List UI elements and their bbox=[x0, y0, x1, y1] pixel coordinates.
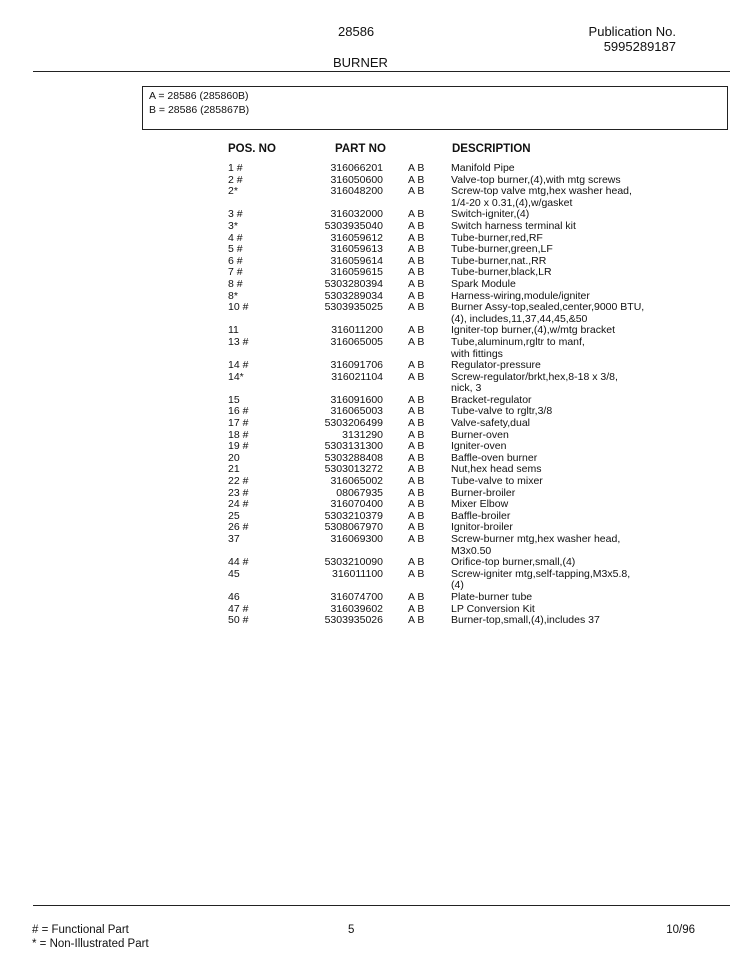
description-cell: Burner-oven bbox=[451, 428, 509, 441]
pos-cell: 3* bbox=[228, 219, 238, 232]
table-row bbox=[0, 534, 750, 546]
table-row bbox=[0, 221, 750, 233]
description-cell: Screw-top valve mtg,hex washer head, bbox=[451, 185, 632, 198]
pos-cell: 10 # bbox=[228, 301, 249, 314]
table-row bbox=[0, 418, 750, 430]
description-cell: (4), includes,11,37,44,45,&50 bbox=[451, 312, 588, 325]
part-number-cell: 316074700 bbox=[330, 590, 383, 603]
description-cell: Valve-top burner,(4),with mtg screws bbox=[451, 173, 621, 186]
model-code-cell: A B bbox=[408, 254, 425, 267]
description-cell: Ignitor-broiler bbox=[451, 521, 513, 534]
description-cell: with fittings bbox=[451, 347, 503, 360]
part-number-cell: 5308067970 bbox=[324, 521, 383, 534]
footnote-non-illustrated: * = Non-Illustrated Part bbox=[32, 938, 149, 950]
model-number: 28586 bbox=[338, 24, 375, 39]
pos-cell: 15 bbox=[228, 393, 240, 406]
pos-cell: 8 # bbox=[228, 277, 243, 290]
table-row bbox=[0, 302, 750, 314]
part-number-cell: 316048200 bbox=[330, 185, 383, 198]
model-code-cell: A B bbox=[408, 277, 425, 290]
model-code-cell: A B bbox=[408, 451, 425, 464]
part-number-cell: 5303210379 bbox=[324, 509, 383, 522]
description-cell: Igniter-top burner,(4),w/mtg bracket bbox=[451, 324, 615, 337]
part-number-cell: 316021104 bbox=[331, 370, 383, 383]
model-code-cell: A B bbox=[408, 173, 425, 186]
pos-cell: 24 # bbox=[228, 498, 249, 511]
description-cell: Tube-valve to mixer bbox=[451, 475, 543, 488]
pos-cell: 13 # bbox=[228, 335, 249, 348]
part-number-cell: 5303280394 bbox=[324, 277, 383, 290]
pos-cell: 45 bbox=[228, 567, 240, 580]
pos-cell: 25 bbox=[228, 509, 240, 522]
model-code-cell: A B bbox=[408, 243, 425, 256]
model-code-cell: A B bbox=[408, 405, 425, 418]
model-code-cell: A B bbox=[408, 417, 425, 430]
part-number-cell: 5303013272 bbox=[324, 463, 383, 476]
pos-cell: 14* bbox=[228, 370, 244, 383]
description-cell: Tube,aluminum,rgltr to manf, bbox=[451, 335, 585, 348]
part-number-cell: 5303288408 bbox=[324, 451, 383, 464]
column-header-description: DESCRIPTION bbox=[452, 143, 531, 155]
part-number-cell: 316050600 bbox=[330, 173, 383, 186]
pos-cell: 46 bbox=[228, 590, 240, 603]
model-code-cell: A B bbox=[408, 590, 425, 603]
model-legend-box bbox=[142, 86, 728, 130]
description-cell: Switch-igniter,(4) bbox=[451, 208, 530, 221]
revision-date: 10/96 bbox=[666, 924, 695, 936]
model-code-cell: A B bbox=[408, 428, 425, 441]
pos-cell: 50 # bbox=[228, 614, 249, 627]
column-header-part: PART NO bbox=[335, 143, 386, 155]
model-code-cell: A B bbox=[408, 219, 425, 232]
model-code-cell: A B bbox=[408, 475, 425, 488]
model-code-cell: A B bbox=[408, 231, 425, 244]
model-code-cell: A B bbox=[408, 556, 425, 569]
footer-divider bbox=[33, 905, 730, 906]
part-number-cell: 5303210090 bbox=[324, 556, 383, 569]
pos-cell: 47 # bbox=[228, 602, 249, 615]
pos-cell: 26 # bbox=[228, 521, 249, 534]
model-code-cell: A B bbox=[408, 208, 425, 221]
description-cell: Bracket-regulator bbox=[451, 393, 532, 406]
model-code-cell: A B bbox=[408, 509, 425, 522]
part-number-cell: 3131290 bbox=[342, 428, 383, 441]
pos-cell: 16 # bbox=[228, 405, 249, 418]
description-cell: Tube-burner,red,RF bbox=[451, 231, 543, 244]
description-cell: Baffle-oven burner bbox=[451, 451, 538, 464]
pos-cell: 21 bbox=[228, 463, 240, 476]
description-cell: Tube-burner,green,LF bbox=[451, 243, 553, 256]
description-cell: Burner Assy-top,sealed,center,9000 BTU, bbox=[451, 301, 645, 314]
table-row bbox=[0, 186, 750, 198]
model-code-cell: A B bbox=[408, 370, 425, 383]
model-code-cell: A B bbox=[408, 602, 425, 615]
description-cell: Orifice-top burner,small,(4) bbox=[451, 556, 576, 569]
part-number-cell: 5303289034 bbox=[324, 289, 383, 302]
part-number-cell: 5303935040 bbox=[324, 219, 383, 232]
table-row bbox=[0, 569, 750, 581]
header-divider bbox=[33, 71, 730, 72]
publication-number: 5995289187 bbox=[603, 39, 676, 54]
pos-cell: 2 # bbox=[228, 173, 243, 186]
publication-label: Publication No. bbox=[588, 24, 676, 39]
model-code-cell: A B bbox=[408, 324, 425, 337]
model-code-cell: A B bbox=[408, 301, 425, 314]
model-code-cell: A B bbox=[408, 614, 425, 627]
pos-cell: 8* bbox=[228, 289, 238, 302]
table-row bbox=[0, 592, 750, 604]
pos-cell: 20 bbox=[228, 451, 240, 464]
pos-cell: 6 # bbox=[228, 254, 243, 267]
description-cell: Valve-safety,dual bbox=[451, 417, 530, 430]
pos-cell: 22 # bbox=[228, 475, 249, 488]
table-row bbox=[0, 372, 750, 384]
part-number-cell: 5303131300 bbox=[324, 440, 383, 453]
part-number-cell: 316066201 bbox=[330, 162, 383, 174]
model-code-cell: A B bbox=[408, 521, 425, 534]
pos-cell: 44 # bbox=[228, 556, 249, 569]
part-number-cell: 316059612 bbox=[330, 231, 383, 244]
description-cell: Tube-valve to rgltr,3/8 bbox=[451, 405, 553, 418]
description-cell: Manifold Pipe bbox=[451, 162, 515, 174]
section-title: BURNER bbox=[333, 55, 388, 70]
pos-cell: 4 # bbox=[228, 231, 243, 244]
part-number-cell: 316065005 bbox=[330, 335, 383, 348]
model-code-cell: A B bbox=[408, 185, 425, 198]
description-cell: Spark Module bbox=[451, 277, 516, 290]
description-cell: Harness-wiring,module/igniter bbox=[451, 289, 590, 302]
part-number-cell: 5303935026 bbox=[324, 614, 383, 627]
model-code-cell: A B bbox=[408, 393, 425, 406]
description-cell: Switch harness terminal kit bbox=[451, 219, 576, 232]
description-cell: Screw-regulator/brkt,hex,8-18 x 3/8, bbox=[451, 370, 618, 383]
pos-cell: 17 # bbox=[228, 417, 249, 430]
description-cell: Screw-igniter mtg,self-tapping,M3x5.8, bbox=[451, 567, 631, 580]
description-cell: Plate-burner tube bbox=[451, 590, 533, 603]
legend-line-a: A = 28586 (285860B) bbox=[149, 90, 249, 102]
model-code-cell: A B bbox=[408, 335, 425, 348]
description-cell: Tube-burner,black,LR bbox=[451, 266, 552, 279]
description-cell: Regulator-pressure bbox=[451, 359, 541, 372]
part-number-cell: 316091600 bbox=[330, 393, 383, 406]
parts-table bbox=[0, 163, 750, 627]
description-cell: Igniter-oven bbox=[451, 440, 507, 453]
description-cell: Nut,hex head sems bbox=[451, 463, 542, 476]
description-cell: Burner-top,small,(4),includes 37 bbox=[451, 614, 600, 627]
model-code-cell: A B bbox=[408, 567, 425, 580]
model-code-cell: A B bbox=[408, 162, 425, 174]
table-row bbox=[0, 360, 750, 372]
pos-cell: 19 # bbox=[228, 440, 249, 453]
model-code-cell: A B bbox=[408, 359, 425, 372]
part-number-cell: 316011100 bbox=[332, 567, 383, 580]
model-code-cell: A B bbox=[408, 440, 425, 453]
pos-cell: 37 bbox=[228, 533, 240, 545]
legend-line-b: B = 28586 (285867B) bbox=[149, 104, 250, 116]
description-cell: Mixer Elbow bbox=[451, 498, 509, 511]
pos-cell: 23 # bbox=[228, 486, 249, 499]
part-number-cell: 5303935025 bbox=[324, 301, 383, 314]
pos-cell: 14 # bbox=[228, 359, 249, 372]
part-number-cell: 316065003 bbox=[330, 405, 383, 418]
description-cell: M3x0.50 bbox=[451, 544, 492, 557]
pos-cell: 5 # bbox=[228, 243, 243, 256]
description-cell: (4) bbox=[451, 579, 464, 592]
model-code-cell: A B bbox=[408, 289, 425, 302]
model-code-cell: A B bbox=[408, 533, 425, 545]
part-number-cell: 316011200 bbox=[331, 324, 383, 337]
part-number-cell: 316069300 bbox=[330, 533, 383, 545]
model-code-cell: A B bbox=[408, 463, 425, 476]
description-cell: Screw-burner mtg,hex washer head, bbox=[451, 533, 621, 545]
pos-cell: 7 # bbox=[228, 266, 243, 279]
pos-cell: 18 # bbox=[228, 428, 249, 441]
description-cell: LP Conversion Kit bbox=[451, 602, 535, 615]
description-cell: Burner-broiler bbox=[451, 486, 516, 499]
part-number-cell: 316039602 bbox=[330, 602, 383, 615]
table-row bbox=[0, 279, 750, 291]
description-cell: 1/4-20 x 0.31,(4),w/gasket bbox=[451, 196, 573, 209]
description-cell: Baffle-broiler bbox=[451, 509, 511, 522]
part-number-cell: 316091706 bbox=[330, 359, 383, 372]
part-number-cell: 316059615 bbox=[330, 266, 383, 279]
table-row bbox=[0, 337, 750, 349]
table-row bbox=[0, 476, 750, 488]
table-row bbox=[0, 615, 750, 627]
column-header-pos: POS. NO bbox=[228, 143, 276, 155]
footnote-functional: # = Functional Part bbox=[32, 924, 129, 936]
pos-cell: 3 # bbox=[228, 208, 243, 221]
model-code-cell: A B bbox=[408, 486, 425, 499]
pos-cell: 1 # bbox=[228, 162, 243, 174]
part-number-cell: 316032000 bbox=[330, 208, 383, 221]
part-number-cell: 316070400 bbox=[330, 498, 383, 511]
pos-cell: 2* bbox=[228, 185, 238, 198]
part-number-cell: 5303206499 bbox=[324, 417, 383, 430]
part-number-cell: 316065002 bbox=[330, 475, 383, 488]
part-number-cell: 316059613 bbox=[330, 243, 383, 256]
table-row bbox=[0, 244, 750, 256]
table-row bbox=[0, 163, 750, 175]
part-number-cell: 316059614 bbox=[330, 254, 383, 267]
description-cell: Tube-burner,nat.,RR bbox=[451, 254, 547, 267]
model-code-cell: A B bbox=[408, 266, 425, 279]
pos-cell: 11 bbox=[228, 324, 239, 337]
description-cell: nick, 3 bbox=[451, 382, 482, 395]
part-number-cell: 08067935 bbox=[336, 486, 383, 499]
model-code-cell: A B bbox=[408, 498, 425, 511]
page-number: 5 bbox=[348, 924, 355, 936]
